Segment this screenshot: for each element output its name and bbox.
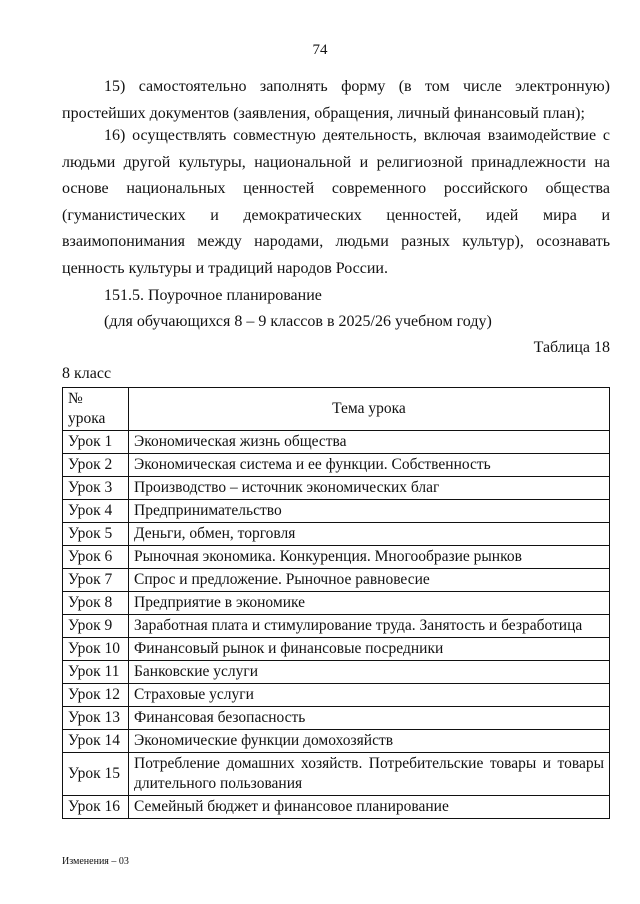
lesson-topic: Семейный бюджет и финансовое планирование [129,796,610,819]
footer-revision-note: Изменения – 03 [62,856,129,867]
lesson-number: Урок 8 [63,592,129,615]
lesson-number: Урок 12 [63,684,129,707]
table-row [63,796,610,819]
lesson-number: Урок 10 [63,638,129,661]
lesson-topic: Финансовая безопасность [129,707,610,730]
header-lesson-topic: Тема урока [129,388,610,431]
table-row [63,431,610,454]
lesson-number: Урок 6 [63,546,129,569]
table-row [63,684,610,707]
table-row [63,661,610,684]
lesson-topic: Экономическая система и ее функции. Собственность [129,454,610,477]
lesson-topic: Банковские услуги [129,661,610,684]
page-number: 74 [312,42,328,58]
lesson-number: Урок 7 [63,569,129,592]
table-row [63,730,610,753]
table-header-row [63,388,610,431]
table-row [63,638,610,661]
lesson-topic: Спрос и предложение. Рыночное равновесие [129,569,610,592]
table-row [63,707,610,730]
section-subtitle: (для обучающихся 8 – 9 классов в 2025/26 учебном году) [104,313,492,330]
lesson-number: Урок 15 [63,753,129,796]
table-row [63,546,610,569]
lesson-number: Урок 14 [63,730,129,753]
lesson-topic: Потребление домашних хозяйств. Потребительские товары и товары длительного пользования [129,753,610,796]
lesson-number: Урок 13 [63,707,129,730]
lesson-number: Урок 3 [63,477,129,500]
header-lesson-number: № урока [63,388,129,431]
table-row [63,477,610,500]
lesson-topic: Экономические функции домохозяйств [129,730,610,753]
lesson-number: Урок 2 [63,454,129,477]
lesson-topic: Рыночная экономика. Конкуренция. Многообразие рынков [129,546,610,569]
lesson-number: Урок 4 [63,500,129,523]
lesson-topic: Предпринимательство [129,500,610,523]
table-row [63,753,610,796]
table-row [63,454,610,477]
lesson-topic: Страховые услуги [129,684,610,707]
table-caption: Таблица 18 [533,339,610,356]
lesson-number: Урок 5 [63,523,129,546]
lesson-topic: Предприятие в экономике [129,592,610,615]
lesson-plan-table [62,387,610,819]
section-heading: 151.5. Поурочное планирование [104,287,322,304]
lesson-topic: Экономическая жизнь общества [129,431,610,454]
class-label: 8 класс [62,365,112,382]
table-row [63,523,610,546]
paragraph-item-16: 16) осуществлять совместную деятельность, включая взаимодействие с людьми другой культуры, национальной и религиозной принадлежности на основе национальных ценностей современного российского общества (гуманистических и демократических ценностей, идей мира и взаимопонимания между народами, людьми разных культур), осознавать ценность культуры и традиций народов России. [62,127,610,277]
lesson-number: Урок 16 [63,796,129,819]
lesson-topic: Деньги, обмен, торговля [129,523,610,546]
lesson-topic: Заработная плата и стимулирование труда. Занятость и безработица [129,615,610,638]
table-row [63,569,610,592]
table-row [63,592,610,615]
table-row [63,615,610,638]
paragraph-item-15: 15) самостоятельно заполнять форму (в том числе электронную) простейших документов (заявления, обращения, личный финансовый план); [62,78,610,122]
lesson-number: Урок 11 [63,661,129,684]
lesson-topic: Производство – источник экономических благ [129,477,610,500]
lesson-number: Урок 9 [63,615,129,638]
table-row [63,500,610,523]
lesson-number: Урок 1 [63,431,129,454]
lesson-topic: Финансовый рынок и финансовые посредники [129,638,610,661]
